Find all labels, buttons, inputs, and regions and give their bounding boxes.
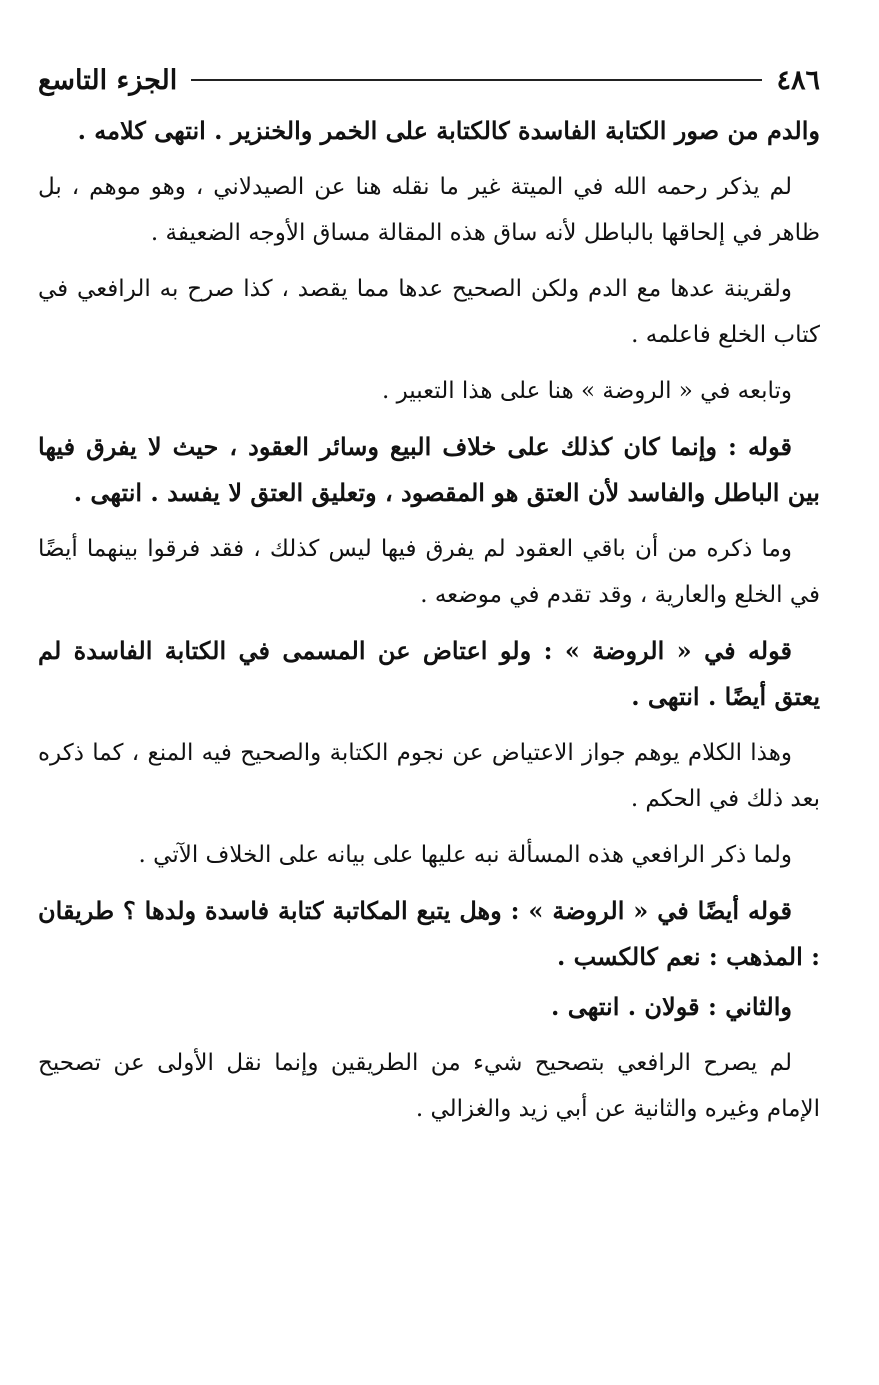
paragraph-commentary: لم يصرح الرافعي بتصحيح شيء من الطريقين وإنما نقل الأولى عن تصحيح الإمام وغيره والثانية عن أبي زيد والغزالي . xyxy=(38,1050,820,1122)
paragraph-commentary: وتابعه في « الروضة » هنا على هذا التعبير . xyxy=(381,378,792,404)
paragraph-commentary: وما ذكره من أن باقي العقود لم يفرق فيها ليس كذلك ، فقد فرقوا بينهما أيضًا في الخلع والعارية ، وقد تقدم في موضعه . xyxy=(38,536,820,608)
header-rule xyxy=(191,79,762,81)
paragraph-commentary: لم يذكر رحمه الله في الميتة غير ما نقله هنا عن الصيدلاني ، وهو موهم ، بل ظاهر في إلحاقها بالباطل لأنه ساق هذه المقالة مساق الأوجه الضعيفة . xyxy=(38,174,820,246)
paragraph-continuation: والدم من صور الكتابة الفاسدة كالكتابة على الخمر والخنزير . انتهى كلامه . xyxy=(77,116,820,145)
paragraph-quote: والثاني : قولان . انتهى . xyxy=(551,992,792,1021)
paragraph-commentary: ولما ذكر الرافعي هذه المسألة نبه عليها على بيانه على الخلاف الآتي . xyxy=(138,842,792,868)
page-header xyxy=(38,58,820,102)
paragraph-quote: قوله : وإنما كان كذلك على خلاف البيع وسائر العقود ، حيث لا يفرق فيها بين الباطل والفاسد لأن العتق هو المقصود ، وتعليق العتق لا يفسد . انتهى . xyxy=(38,432,820,507)
paragraph-commentary: وهذا الكلام يوهم جواز الاعتياض عن نجوم الكتابة والصحيح فيه المنع ، كما ذكره بعد ذلك في الحكم . xyxy=(38,740,820,812)
page-number: ٤٨٦ xyxy=(776,64,820,96)
paragraph-quote: قوله في « الروضة » : ولو اعتاض عن المسمى في الكتابة الفاسدة لم يعتق أيضًا . انتهى . xyxy=(38,636,820,711)
paragraph-commentary: ولقرينة عدها مع الدم ولكن الصحيح عدها مما يقصد ، كذا صرح به الرافعي في كتاب الخلع فاعلمه . xyxy=(38,276,820,348)
volume-title: الجزء التاسع xyxy=(38,64,178,96)
paragraph-quote: قوله أيضًا في « الروضة » : وهل يتبع المكاتبة كتابة فاسدة ولدها ؟ طريقان : المذهب : نعم كالكسب . xyxy=(38,896,820,971)
book-page xyxy=(38,58,820,1142)
